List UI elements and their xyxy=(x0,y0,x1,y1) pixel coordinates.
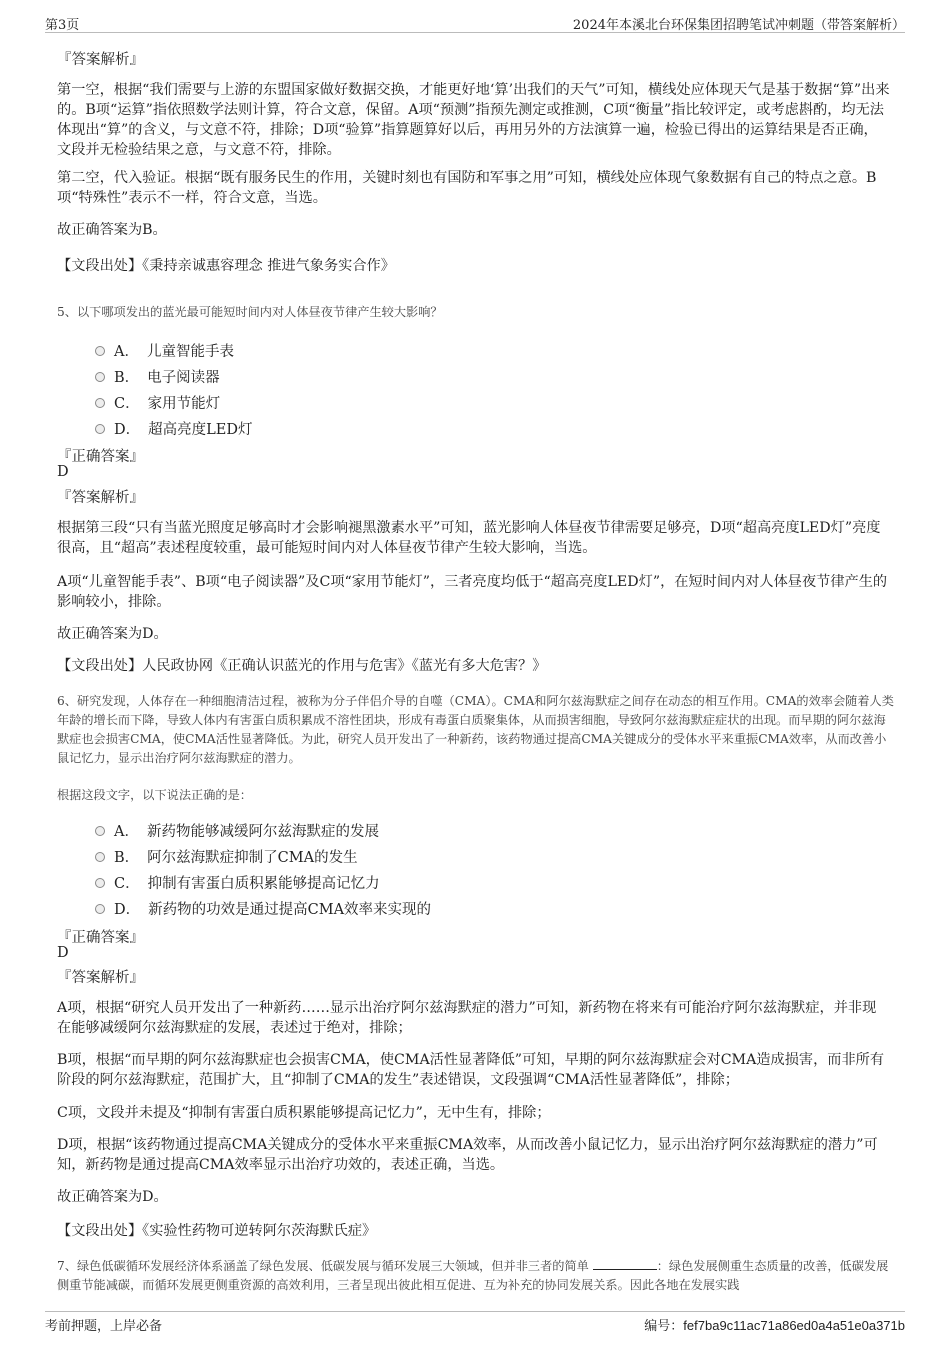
q5-analysis-p2: A项“儿童智能手表”、B项“电子阅读器”及C项“家用节能灯”，三者亮度均低于“超高亮度LED灯”，在短时间内对人体昼夜节律产生的影响较小，排除。 xyxy=(57,574,888,610)
q7-passage-start: 7、绿色低碳循环发展经济体系涵盖了绿色发展、低碳发展与循环发展三大领域，但并非三者的简单 xyxy=(57,1259,589,1273)
radio-icon[interactable] xyxy=(95,424,105,434)
q5-source: 【文段出处】人民政协网《正确认识蓝光的作用与危害》《蓝光有多大危害？》 xyxy=(57,658,547,674)
q5-option-b[interactable] xyxy=(95,366,220,386)
option-text: 新药物的功效是通过提高CMA效率来实现的 xyxy=(148,902,432,918)
option-key: B． xyxy=(114,370,140,386)
q5-option-c[interactable] xyxy=(95,392,220,412)
page-footer xyxy=(45,1311,905,1334)
option-key: A． xyxy=(114,824,139,840)
document-code xyxy=(644,1315,905,1334)
fill-blank xyxy=(593,1257,657,1270)
q7-passage xyxy=(57,1257,897,1295)
q4-analysis-p2: 第二空，代入验证。根据“既有服务民生的作用，关键时刻也有国防和军事之用”可知，横线处应体现气象数据有自己的特点之意。B项“特殊性”表示不一样，符合文意，当选。 xyxy=(57,170,877,206)
option-key: D． xyxy=(114,902,141,918)
q6-option-a[interactable] xyxy=(95,820,379,840)
q4-source: 【文段出处】《秉持亲诚惠容理念 推进气象务实合作》 xyxy=(57,258,395,274)
option-text: 新药物能够减缓阿尔兹海默症的发展 xyxy=(146,824,379,840)
page-header xyxy=(45,12,905,33)
option-text: 抑制有害蛋白质积累能够提高记忆力 xyxy=(147,876,380,892)
q5-question: 5、以下哪项发出的蓝光最可能短时间内对人体昼夜节律产生较大影响？ xyxy=(57,305,443,319)
option-text: 儿童智能手表 xyxy=(146,344,234,360)
q5-conclusion: 故正确答案为D。 xyxy=(57,626,168,642)
option-key: A． xyxy=(114,344,139,360)
q6-correct-label: 『正确答案』 xyxy=(57,930,144,946)
radio-icon[interactable] xyxy=(95,372,105,382)
q4-conclusion: 故正确答案为B。 xyxy=(57,222,167,238)
option-text: 阿尔兹海默症抑制了CMA的发生 xyxy=(147,850,358,866)
q4-analysis-p1: 第一空，根据“我们需要与上游的东盟国家做好数据交换，才能更好地‘算’出我们的天气”可知，横线处应体现天气是基于数据“算”出来的。B项“运算”指依照数学法则计算，符合文意，保留。A项“预测”指预先测定或推测，C项“衡量”指比较评定，或考虑斟酌，均无法体现出“算”的含义，与文意不符，排除；D项“验算”指算题算好以后，再用另外的方法演算一遍，检验已得出的运算结果是否正确，文段并无检验结果之意，与文意不符，排除。 xyxy=(57,82,890,158)
q6-source: 【文段出处】《实验性药物可逆转阿尔茨海默氏症》 xyxy=(57,1223,377,1239)
option-text: 超高亮度LED灯 xyxy=(148,422,253,438)
radio-icon[interactable] xyxy=(95,398,105,408)
q6-analysis-b: B项，根据“而早期的阿尔兹海默症也会损害CMA，使CMA活性显著降低”可知，早期的阿尔兹海默症会对CMA造成损害，而非所有阶段的阿尔兹海默症，范围扩大，且“抑制了CMA的发生”表述错误，文段强调“CMA活性显著降低”，排除； xyxy=(57,1052,885,1088)
q5-correct-label: 『正确答案』 xyxy=(57,449,144,465)
q6-analysis-d: D项，根据“该药物通过提高CMA关键成分的受体水平来重振CMA效率，从而改善小鼠记忆力，显示出治疗阿尔兹海默症的潜力”可知，新药物是通过提高CMA效率显示出治疗功效的，表述正确，当选。 xyxy=(57,1137,878,1173)
footer-slogan: 考前押题，上岸必备 xyxy=(45,1319,163,1334)
option-key: C． xyxy=(114,396,140,412)
radio-icon[interactable] xyxy=(95,904,105,914)
q5-analysis-p1: 根据第三段“只有当蓝光照度足够高时才会影响褪黑激素水平”可知，蓝光影响人体昼夜节律需要足够亮，D项“超高亮度LED灯”亮度很高，且“超高”表述程度较重，最可能短时间内对人体昼夜节律产生较大影响，当选。 xyxy=(57,520,881,556)
radio-icon[interactable] xyxy=(95,852,105,862)
q7-passage-rest: ：绿色发展侧重生态质量的改善，低碳发展侧重节能减碳，而循环发展更侧重资源的高效利用，三者呈现出彼此相互促进、互为补充的协同发展关系。因此各地在发展实践 xyxy=(57,1259,889,1292)
radio-icon[interactable] xyxy=(95,826,105,836)
option-key: C． xyxy=(114,876,140,892)
q4-analysis-label: 『答案解析』 xyxy=(57,52,144,68)
q6-analysis-label: 『答案解析』 xyxy=(57,970,144,986)
option-key: B． xyxy=(114,850,140,866)
radio-icon[interactable] xyxy=(95,346,105,356)
q5-option-a[interactable] xyxy=(95,340,234,360)
code-label: 编号： xyxy=(644,1318,684,1333)
q6-passage: 6、研究发现，人体存在一种细胞清洁过程，被称为分子伴侣介导的自噬（CMA）。CMA和阿尔兹海默症之间存在动态的相互作用。CMA的效率会随着人类年龄的增长而下降，导致人体内有害蛋白质积累成不溶性团块，形成有毒蛋白质聚集体，从而损害细胞，导致阿尔兹海默症症状的出现。而早期的阿尔兹海默症也会损害CMA，使CMA活性显著降低。为此，研究人员开发出了一种新药，该药物通过提高CMA关键成分的受体水平来重振CMA效率，从而改善小鼠记忆力，显示出治疗阿尔兹海默症的潜力。 xyxy=(57,694,894,765)
q6-question: 根据这段文字，以下说法正确的是： xyxy=(57,788,252,802)
q6-conclusion: 故正确答案为D。 xyxy=(57,1189,168,1205)
page-number: 第3页 xyxy=(45,18,80,33)
option-text: 家用节能灯 xyxy=(147,396,221,412)
q6-analysis-c: C项，文段并未提及“抑制有害蛋白质积累能够提高记忆力”，无中生有，排除； xyxy=(57,1105,551,1121)
q5-correct-answer: D xyxy=(57,464,69,480)
q6-correct-answer: D xyxy=(57,945,69,961)
q5-analysis-label: 『答案解析』 xyxy=(57,490,144,506)
option-text: 电子阅读器 xyxy=(147,370,220,386)
q5-option-d[interactable] xyxy=(95,418,252,438)
document-title: 2024年本溪北台环保集团招聘笔试冲刺题（带答案解析） xyxy=(572,18,905,33)
q6-option-c[interactable] xyxy=(95,872,380,892)
q6-option-d[interactable] xyxy=(95,898,431,918)
q6-analysis-a: A项，根据“研究人员开发出了一种新药……显示出治疗阿尔兹海默症的潜力”可知，新药物在将来有可能治疗阿尔兹海默症，并非现在能够减缓阿尔兹海默症的发展，表述过于绝对，排除； xyxy=(57,1000,877,1036)
option-key: D． xyxy=(114,422,141,438)
q6-option-b[interactable] xyxy=(95,846,358,866)
radio-icon[interactable] xyxy=(95,878,105,888)
code-value: fef7ba9c11ac71a86ed0a4a51e0a371b xyxy=(683,1318,905,1333)
